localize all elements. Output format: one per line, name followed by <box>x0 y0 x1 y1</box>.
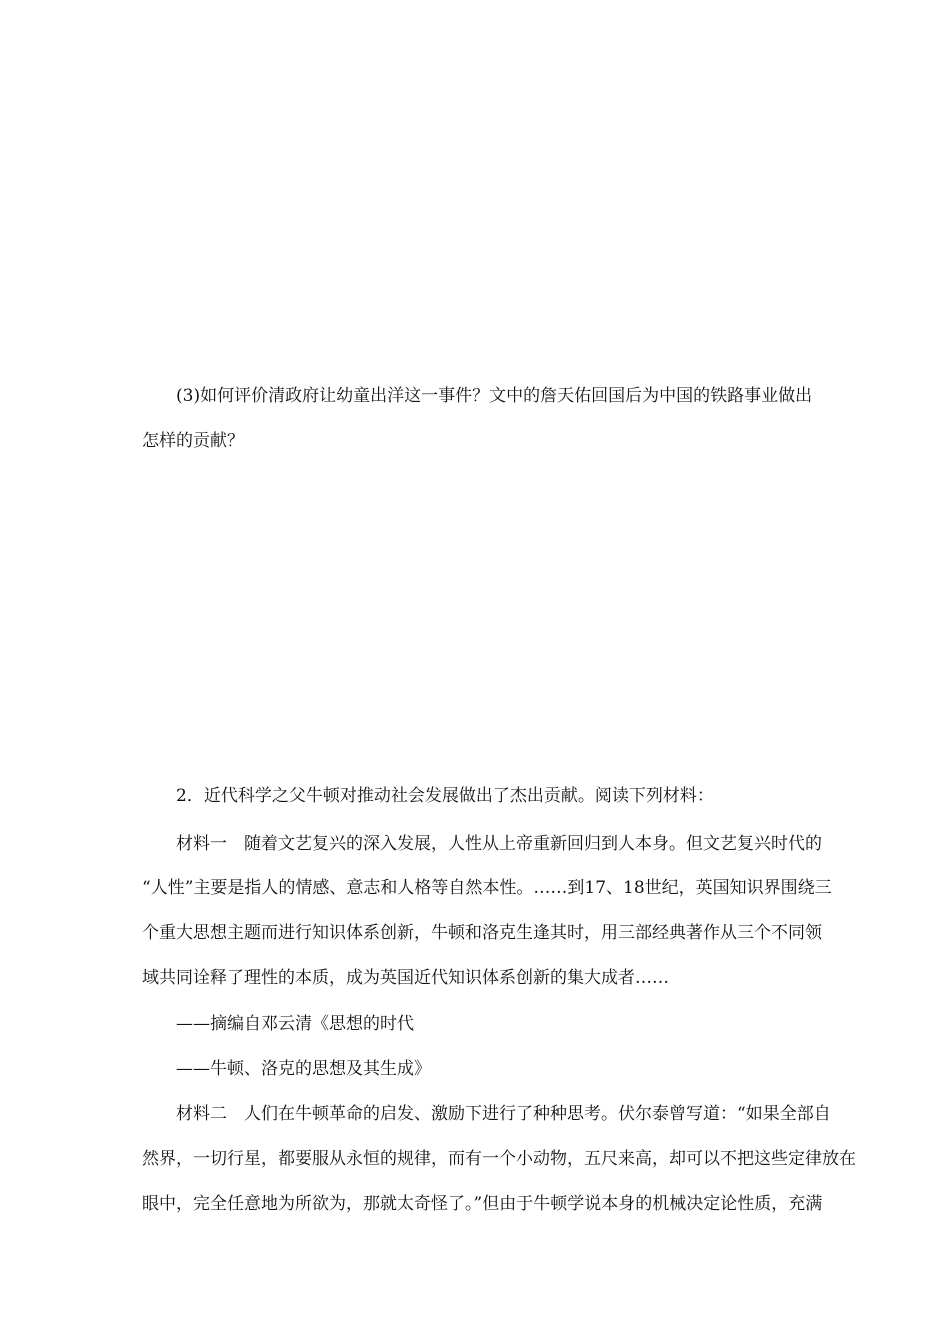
material-2-line-2: 然界，一切行星，都要服从永恒的规律，而有一个小动物，五尺来高，却可以不把这些定律放在 <box>142 1149 856 1169</box>
source-citation-1: ——摘编自邓云清《思想的时代 <box>176 1014 414 1034</box>
material-2-line-1: 材料二 人们在牛顿革命的启发、激励下进行了种种思考。伏尔泰曾写道：“如果全部自 <box>176 1104 831 1124</box>
material-1-line-3: 个重大思想主题而进行知识体系创新，牛顿和洛克生逢其时，用三部经典著作从三个不同领 <box>142 923 822 943</box>
question-3-line-1: (3)如何评价清政府让幼童出洋这一事件？文中的詹天佑回国后为中国的铁路事业做出 <box>176 386 813 406</box>
source-citation-2: ——牛顿、洛克的思想及其生成》 <box>176 1059 431 1079</box>
material-1-line-2: “人性”主要是指人的情感、意志和人格等自然本性。……到17、18世纪，英国知识界围绕三 <box>142 878 832 898</box>
material-2-line-3: 眼中，完全任意地为所欲为，那就太奇怪了。”但由于牛顿学说本身的机械决定论性质，充满 <box>142 1194 823 1214</box>
question-3-line-2: 怎样的贡献？ <box>142 431 244 451</box>
question-2-heading: 2．近代科学之父牛顿对推动社会发展做出了杰出贡献。阅读下列材料： <box>176 786 714 806</box>
material-1-line-1: 材料一 随着文艺复兴的深入发展，人性从上帝重新回归到人本身。但文艺复兴时代的 <box>176 834 822 854</box>
material-1-line-4: 域共同诠释了理性的本质，成为英国近代知识体系创新的集大成者…… <box>142 968 669 988</box>
